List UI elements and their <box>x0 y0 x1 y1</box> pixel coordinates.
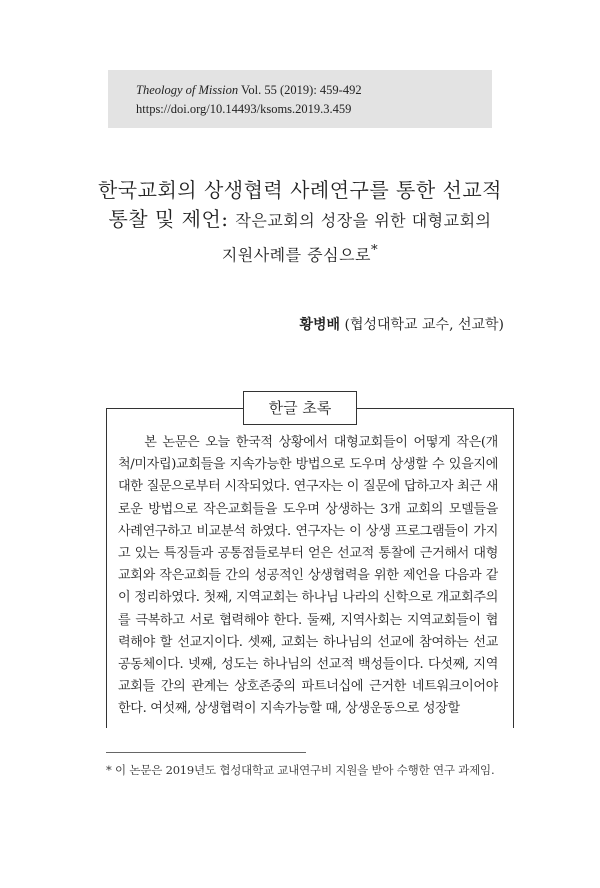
volume-info: Vol. 55 (2019): 459-492 <box>241 83 362 97</box>
doi-link[interactable]: https://doi.org/10.14493/ksoms.2019.3.459 <box>136 102 352 116</box>
abstract-label: 한글 초록 <box>243 391 357 425</box>
title-footnote-mark[interactable]: * <box>371 243 379 258</box>
author-line <box>299 314 504 334</box>
footnote-divider <box>106 752 306 753</box>
footnote-text: 이 논문은 2019년도 협성대학교 교내연구비 지원을 받아 수행한 연구 과제임. <box>115 763 495 777</box>
journal-citation <box>136 81 492 100</box>
subtitle-part-1: 작은교회의 성장을 위한 대형교회의 <box>235 211 492 230</box>
title-line-1: 한국교회의 상생협력 사례연구를 통한 선교적 <box>97 178 502 202</box>
subtitle-part-2: 지원사례를 중심으로 <box>221 245 372 265</box>
author-name: 황병배 <box>299 317 341 333</box>
footnote <box>106 762 494 778</box>
title-main-end: 통찰 및 제언: <box>108 207 229 231</box>
title-line-2 <box>60 205 540 235</box>
title-line-3 <box>60 235 540 271</box>
journal-name: Theology of Mission <box>136 83 239 97</box>
footnote-mark: * <box>106 763 112 777</box>
abstract-body: 본 논문은 오늘 한국적 상황에서 대형교회들이 어떻게 작은(개척/미자립)교회들을 지속가능한 방법으로 도우며 상생할 수 있을지에 대한 질문으로부터 시작되었다. 연구자는 이 질문에 답하고자 최근 새로운 방법으로 작은교회들을 도우며 상생하는 3개 교회의 모델들을 사례연구하고 비교분석 하였다. 연구자는 이 상생 프로그램들이 가지고 있는 특징들과 공통점들로부터 얻은 선교적 통찰에 근거해서 대형교회와 작은교회들 간의 성공적인 상생협력을 위한 제언을 다음과 같이 정리하였다. 첫째, 지역교회는 하나님 나라의 신학으로 개교회주의를 극복하고 서로 협력해야 한다. 둘째, 지역사회는 지역교회들이 협력해야 할 선교지이다. 셋째, 교회는 하나님의 선교에 참여하는 선교공동체이다. 넷째, 성도는 하나님의 선교적 백성들이다. 다섯째, 지역교회들 간의 관계는 상호존중의 파트너십에 근거한 네트워크이어야 한다. 여섯째, 상생협력이 지속가능할 때, 상생운동으로 성장할 <box>118 435 498 717</box>
author-affiliation: (협성대학교 교수, 선교학) <box>344 317 504 333</box>
journal-header <box>108 70 492 128</box>
paper-title <box>60 176 540 271</box>
